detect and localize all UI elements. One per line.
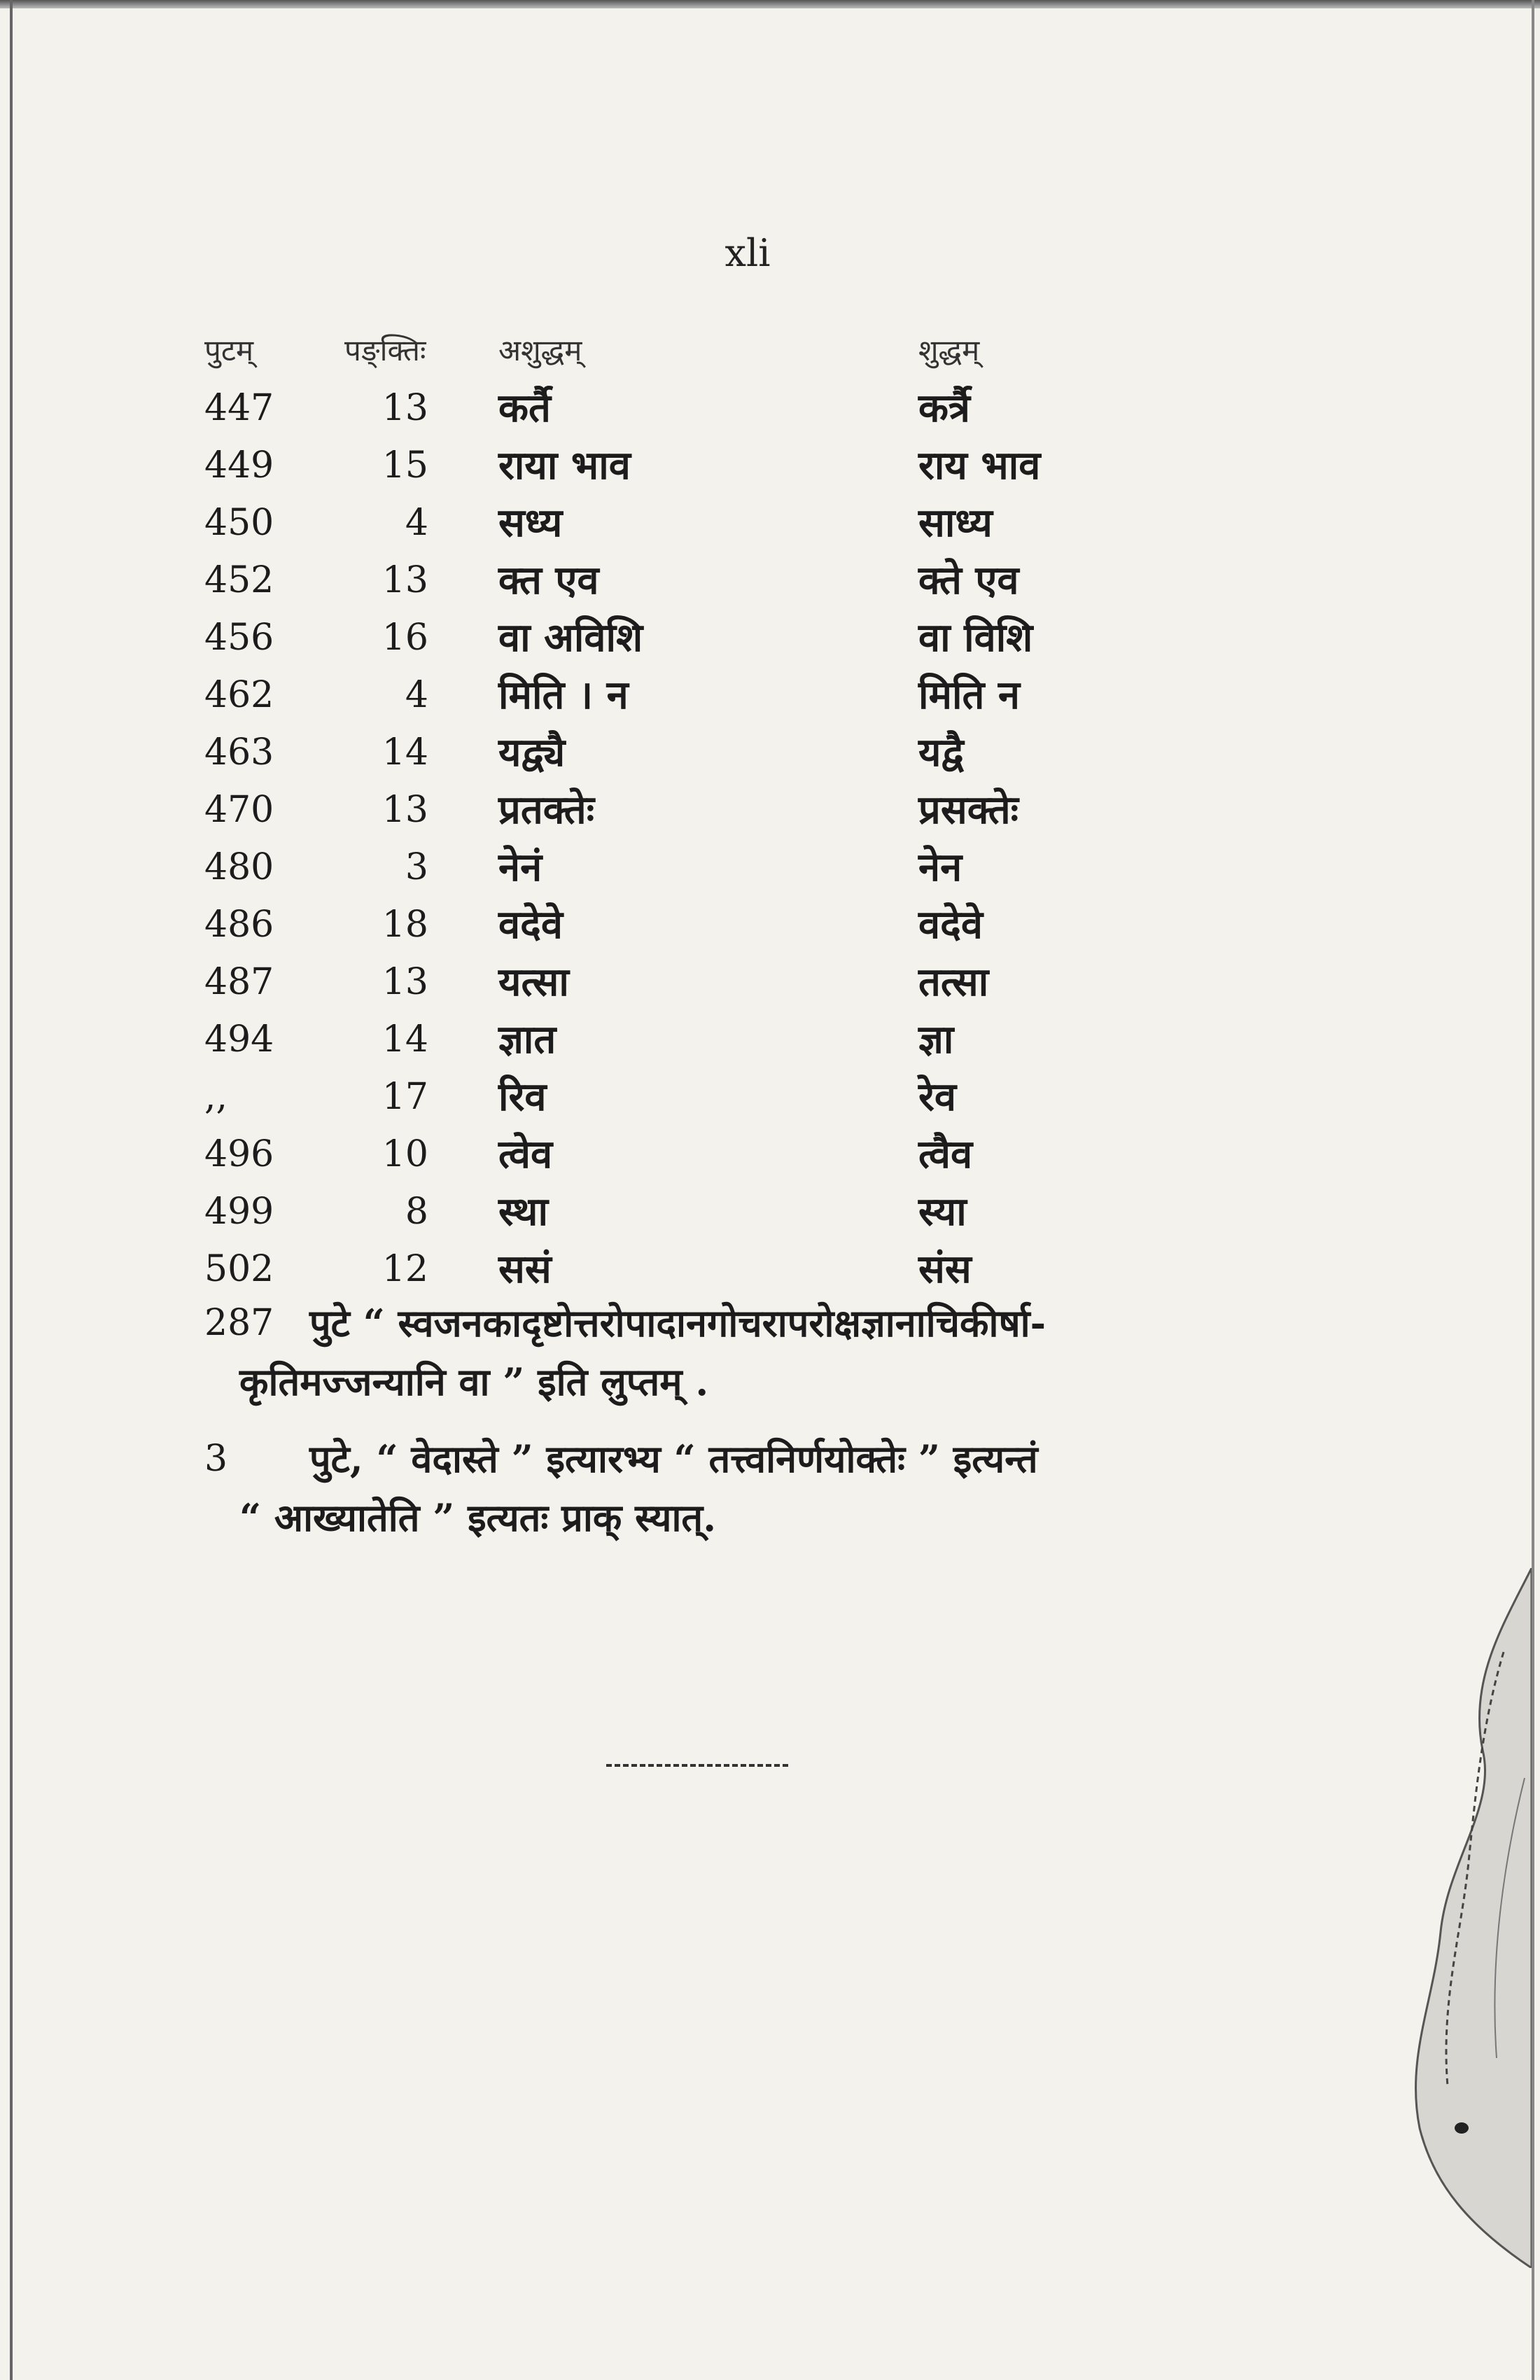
row-correct: यद्वै: [918, 729, 964, 776]
row-incorrect: रिव: [498, 1074, 547, 1120]
note-page-number: 287: [204, 1302, 274, 1344]
note-page-number: 3: [204, 1438, 228, 1480]
row-page: 486: [204, 904, 274, 946]
errata-row: [204, 1068, 1114, 1126]
row-line: 8: [405, 1191, 428, 1233]
row-page: ,,: [204, 1076, 228, 1118]
errata-row: [204, 552, 1114, 609]
row-line: 10: [382, 1133, 428, 1175]
row-line: 17: [382, 1076, 428, 1118]
row-line: 14: [382, 1018, 428, 1060]
row-page: 494: [204, 1018, 274, 1060]
errata-row: [204, 1011, 1114, 1068]
row-page: 463: [204, 732, 274, 774]
note: [204, 1429, 1296, 1547]
row-correct: प्रसक्तेः: [918, 787, 1018, 833]
row-correct: स्या: [918, 1189, 967, 1235]
errata-row: [204, 379, 1114, 437]
errata-header-row: [204, 322, 1114, 379]
errata-row: [204, 781, 1114, 839]
row-incorrect: यत्सा: [498, 959, 569, 1005]
row-line: 3: [405, 846, 428, 888]
row-line: 13: [382, 789, 428, 831]
row-incorrect: राया भाव: [498, 442, 631, 489]
row-incorrect: त्वेव: [498, 1131, 553, 1177]
row-line: 14: [382, 732, 428, 774]
row-line: 13: [382, 559, 428, 601]
row-incorrect: वा अविशि: [498, 615, 643, 661]
row-correct: तत्सा: [918, 959, 989, 1005]
note-text: [239, 1429, 1296, 1547]
row-incorrect: मिति । न: [498, 672, 629, 718]
errata-row: [204, 494, 1114, 552]
row-incorrect: प्रतक्तेः: [498, 787, 595, 833]
row-correct: नेन: [918, 844, 962, 890]
scan-left-edge: [10, 0, 13, 2380]
row-page: 502: [204, 1248, 274, 1290]
row-line: 4: [405, 674, 428, 716]
row-incorrect: यद्व्यै: [498, 729, 566, 776]
errata-row: [204, 437, 1114, 494]
note-line-1: पुटे, “ वेदास्ते ” इत्यारभ्य “ तत्त्वनिर्णयोक्तेः ” इत्यन्तं: [309, 1436, 1038, 1481]
row-correct: कर्त्रै: [918, 385, 970, 431]
row-correct: ज्ञा: [918, 1016, 954, 1063]
row-line: 4: [405, 502, 428, 544]
row-page: 462: [204, 674, 274, 716]
row-correct: साध्य: [918, 500, 993, 546]
header-correct: शुद्धम्: [918, 333, 980, 368]
errata-notes: [204, 1294, 1296, 1565]
row-incorrect: कर्तै: [498, 385, 551, 431]
row-correct: क्ते एव: [918, 557, 1019, 603]
errata-row: [204, 609, 1114, 666]
row-correct: रेव: [918, 1074, 957, 1120]
row-correct: मिति न: [918, 672, 1020, 718]
row-page: 452: [204, 559, 274, 601]
torn-page-edge: [1364, 1568, 1532, 2268]
section-divider: [606, 1764, 788, 1767]
errata-row: [204, 896, 1114, 953]
row-correct: वा विशि: [918, 615, 1033, 661]
row-page: 499: [204, 1191, 274, 1233]
errata-rows: [204, 379, 1114, 1298]
row-correct: वदेवे: [918, 902, 983, 948]
scan-right-edge: [1532, 0, 1534, 2380]
errata-row: [204, 1126, 1114, 1183]
row-incorrect: स्था: [498, 1189, 548, 1235]
row-page: 449: [204, 444, 274, 486]
row-incorrect: वदेवे: [498, 902, 564, 948]
note: [204, 1294, 1296, 1411]
row-line: 18: [382, 904, 428, 946]
row-page: 447: [204, 387, 274, 429]
errata-row: [204, 953, 1114, 1011]
row-incorrect: ज्ञात: [498, 1016, 556, 1063]
header-line: पङ्क्तिः: [344, 333, 426, 368]
row-page: 480: [204, 846, 274, 888]
header-page: पुटम्: [204, 333, 254, 368]
row-page: 496: [204, 1133, 274, 1175]
errata-row: [204, 839, 1114, 896]
row-correct: राय भाव: [918, 442, 1041, 489]
row-page: 470: [204, 789, 274, 831]
row-page: 456: [204, 617, 274, 659]
row-line: 15: [382, 444, 428, 486]
header-incorrect: अशुद्धम्: [498, 333, 582, 368]
page-number: xli: [724, 231, 771, 275]
row-page: 450: [204, 502, 274, 544]
errata-row: [204, 724, 1114, 781]
row-line: 13: [382, 961, 428, 1003]
row-incorrect: सध्य: [498, 500, 563, 546]
row-incorrect: नेनं: [498, 844, 542, 890]
row-line: 13: [382, 387, 428, 429]
row-incorrect: क्त एव: [498, 557, 599, 603]
errata-row: [204, 666, 1114, 724]
row-line: 16: [382, 617, 428, 659]
row-correct: संस: [918, 1246, 972, 1292]
errata-row: [204, 1240, 1114, 1298]
note-line-1: पुटे “ स्वजनकादृष्टोत्तरोपादानगोचरापरोक्षज्ञानाचिकीर्षा-: [309, 1301, 1046, 1345]
row-correct: त्वैव: [918, 1131, 973, 1177]
row-page: 487: [204, 961, 274, 1003]
errata-row: [204, 1183, 1114, 1240]
scan-top-edge: [0, 0, 1540, 8]
note-line-2: कृतिमज्जन्यानि वा ” इति लुप्तम् .: [239, 1359, 709, 1404]
row-incorrect: ससं: [498, 1246, 552, 1292]
note-line-2: “ आख्यातेति ” इत्यतः प्राक् स्यात्.: [239, 1495, 717, 1540]
row-line: 12: [382, 1248, 428, 1290]
errata-table: [204, 322, 1114, 1298]
